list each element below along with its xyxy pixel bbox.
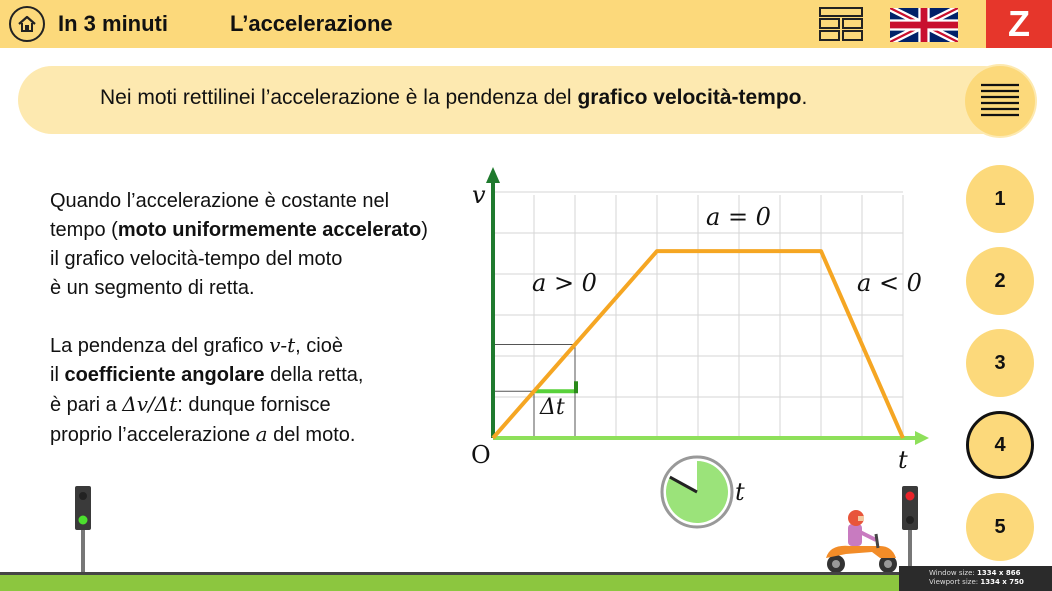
section-title: In 3 minuti	[58, 11, 168, 36]
window-size-row	[929, 569, 1052, 578]
window-size-overlay	[899, 566, 1052, 591]
page-title: L’accelerazione	[230, 11, 393, 36]
p2-l4c: del moto.	[267, 424, 356, 446]
t-axis-arrow	[915, 431, 929, 445]
paragraph1-line3: il grafico velocità-tempo del moto	[50, 248, 343, 270]
p2-l1a: La pendenza del grafico	[50, 335, 270, 357]
summary-text-end: .	[801, 86, 808, 109]
p2-l1c: , cioè	[295, 335, 343, 357]
green-traffic-light	[70, 486, 96, 574]
window-size-label: Window size:	[929, 569, 975, 577]
viewport-size-label: Viewport size:	[929, 578, 979, 586]
zanichelli-logo[interactable]: Z	[986, 0, 1052, 48]
step-button-5[interactable]: 5	[966, 493, 1034, 561]
t-axis-label: t	[898, 446, 908, 474]
window-size-value: 1334 x 866	[977, 569, 1021, 577]
p2-l2b: coefficiente angolare	[64, 364, 265, 386]
p2-l2a: il	[50, 364, 65, 386]
viewport-size-value: 1334 x 750	[980, 578, 1024, 586]
step-button-3[interactable]: 3	[966, 329, 1034, 397]
p1-l2b: moto uniformemente accelerato	[117, 219, 422, 241]
annotation-rise: a > 0	[532, 269, 597, 297]
p1-l2c: )	[421, 219, 428, 241]
origin-label: O	[471, 441, 491, 469]
p2-l3c: : dunque fornisce	[177, 394, 331, 416]
grass-ground	[0, 575, 1052, 591]
p2-l1b: v-t	[269, 333, 296, 357]
p2-l4a: proprio l’accelerazione	[50, 424, 256, 446]
summary-text-plain: Nei moti rettilinei l’accelerazione è la pendenza del	[100, 86, 578, 109]
step-button-2[interactable]: 2	[966, 247, 1034, 315]
p2-l2c: della retta,	[264, 364, 364, 386]
v-axis-arrow	[486, 167, 500, 183]
annotation-delta-t: Δt	[540, 395, 565, 420]
paragraph1-line4: è un segmento di retta.	[50, 277, 255, 299]
p1-l2a: tempo (	[50, 219, 118, 241]
step-button-4[interactable]: 4	[966, 411, 1034, 479]
p2-l3b: Δv/Δt	[122, 392, 178, 416]
viewport-size-row	[929, 578, 1052, 587]
annotation-fall: a < 0	[857, 269, 922, 297]
step-button-1[interactable]: 1	[966, 165, 1034, 233]
summary-text-bold: grafico velocità-tempo	[577, 86, 802, 109]
p2-l4b: a	[255, 422, 268, 446]
scooter-rider-illustration	[820, 508, 904, 574]
timer-label: t	[735, 478, 745, 506]
paragraph1-line1: Quando l’accelerazione è costante nel	[50, 190, 390, 212]
annotation-flat: a = 0	[706, 203, 771, 231]
v-axis-label: v	[472, 181, 486, 209]
p2-l3a: è pari a	[50, 394, 123, 416]
